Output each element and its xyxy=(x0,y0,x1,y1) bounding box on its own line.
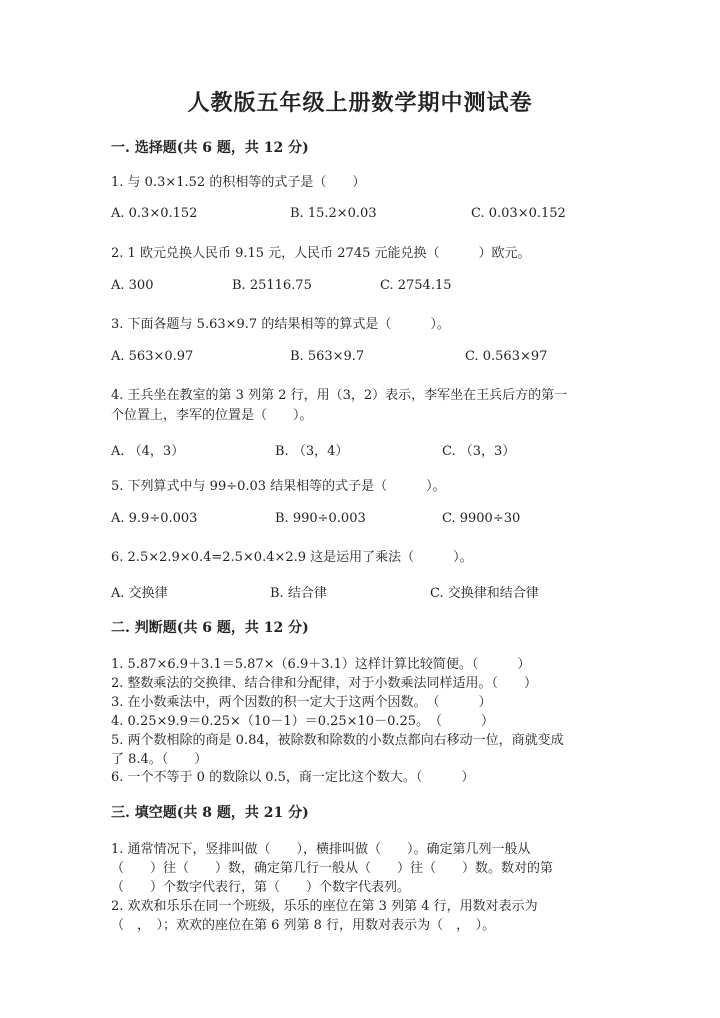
option-b: B. 563×9.7 xyxy=(290,349,365,364)
judgment-item: 1. 5.87×6.9＋3.1＝5.87×（6.9＋3.1）这样计算比较简便。（ ） xyxy=(111,657,531,672)
option-c: C. 2754.15 xyxy=(380,278,452,293)
section-heading-judgment: 二. 判断题(共 6 题，共 12 分) xyxy=(111,620,309,636)
fill-item: 1. 通常情况下，竖排叫做（ ），横排叫做（ ）。确定第几列一般从 xyxy=(111,842,531,857)
option-b: B. 990÷0.003 xyxy=(275,511,366,526)
judgment-item-cont: 了 8.4。（ ） xyxy=(111,752,208,767)
judgment-item: 4. 0.25×9.9＝0.25×（10－1）＝0.25×10－0.25。 （ ） xyxy=(111,714,495,729)
option-c: C. 0.03×0.152 xyxy=(471,206,566,221)
judgment-item: 2. 整数乘法的交换律、结合律和分配律，对于小数乘法同样适用。（ ） xyxy=(111,676,538,691)
option-c: C. （3，3） xyxy=(442,444,516,459)
option-b: B. 15.2×0.03 xyxy=(290,206,377,221)
option-a: A. 300 xyxy=(111,278,154,293)
option-a: A. 9.9÷0.003 xyxy=(111,511,198,526)
question-text: 1. 与 0.3×1.52 的积相等的式子是（ ） xyxy=(111,175,366,190)
section-heading-fill: 三. 填空题(共 8 题，共 21 分) xyxy=(111,805,309,821)
question-text: 2. 1 欧元兑换人民币 9.15 元，人民币 2745 元能兑换（ ）欧元。 xyxy=(111,246,531,261)
page-title: 人教版五年级上册数学期中测试卷 xyxy=(187,90,533,116)
fill-item: 2. 欢欢和乐乐在同一个班级，乐乐的座位在第 3 列第 4 行，用数对表示为 xyxy=(111,899,538,914)
question-text: 5. 下列算式中与 99÷0.03 结果相等的式子是（ ）。 xyxy=(111,479,446,494)
option-c: C. 交换律和结合律 xyxy=(430,586,539,601)
section-heading-choice: 一. 选择题(共 6 题，共 12 分) xyxy=(111,140,309,156)
option-a: A. （4，3） xyxy=(111,444,185,459)
fill-item-cont: （ ， ）；欢欢的座位在第 6 列第 8 行，用数对表示为（ ， ）。 xyxy=(111,918,496,933)
question-text: 4. 王兵坐在教室的第 3 列第 2 行，用（3，2）表示，李军坐在王兵后方的第一 xyxy=(111,388,568,403)
fill-item-cont: （ ）往（ ）数，确定第几行一般从（ ）往（ ）数。数对的第 xyxy=(111,861,554,876)
option-c: C. 0.563×97 xyxy=(465,349,548,364)
option-a: A. 563×0.97 xyxy=(111,349,194,364)
judgment-item: 5. 两个数相除的商是 0.84，被除数和除数的小数点都向右移动一位，商就变成 xyxy=(111,733,564,748)
question-text-cont: 个位置上，李军的位置是（ ）。 xyxy=(111,408,313,423)
option-a: A. 0.3×0.152 xyxy=(111,206,198,221)
option-b: B. 结合律 xyxy=(270,586,327,601)
option-c: C. 9900÷30 xyxy=(442,511,521,526)
option-b: B. （3，4） xyxy=(275,444,349,459)
option-a: A. 交换律 xyxy=(111,586,168,601)
fill-item-cont: （ ）个数字代表行，第（ ）个数字代表列。 xyxy=(111,880,411,895)
question-text: 6. 2.5×2.9×0.4=2.5×0.4×2.9 这是运用了乘法（ ）。 xyxy=(111,550,473,565)
judgment-item: 3. 在小数乘法中，两个因数的积一定大于这两个因数。 （ ） xyxy=(111,695,492,710)
judgment-item: 6. 一个不等于 0 的数除以 0.5，商一定比这个数大。（ ） xyxy=(111,770,475,785)
option-b: B. 25116.75 xyxy=(232,278,312,293)
question-text: 3. 下面各题与 5.63×9.7 的结果相等的算式是（ ）。 xyxy=(111,317,450,332)
